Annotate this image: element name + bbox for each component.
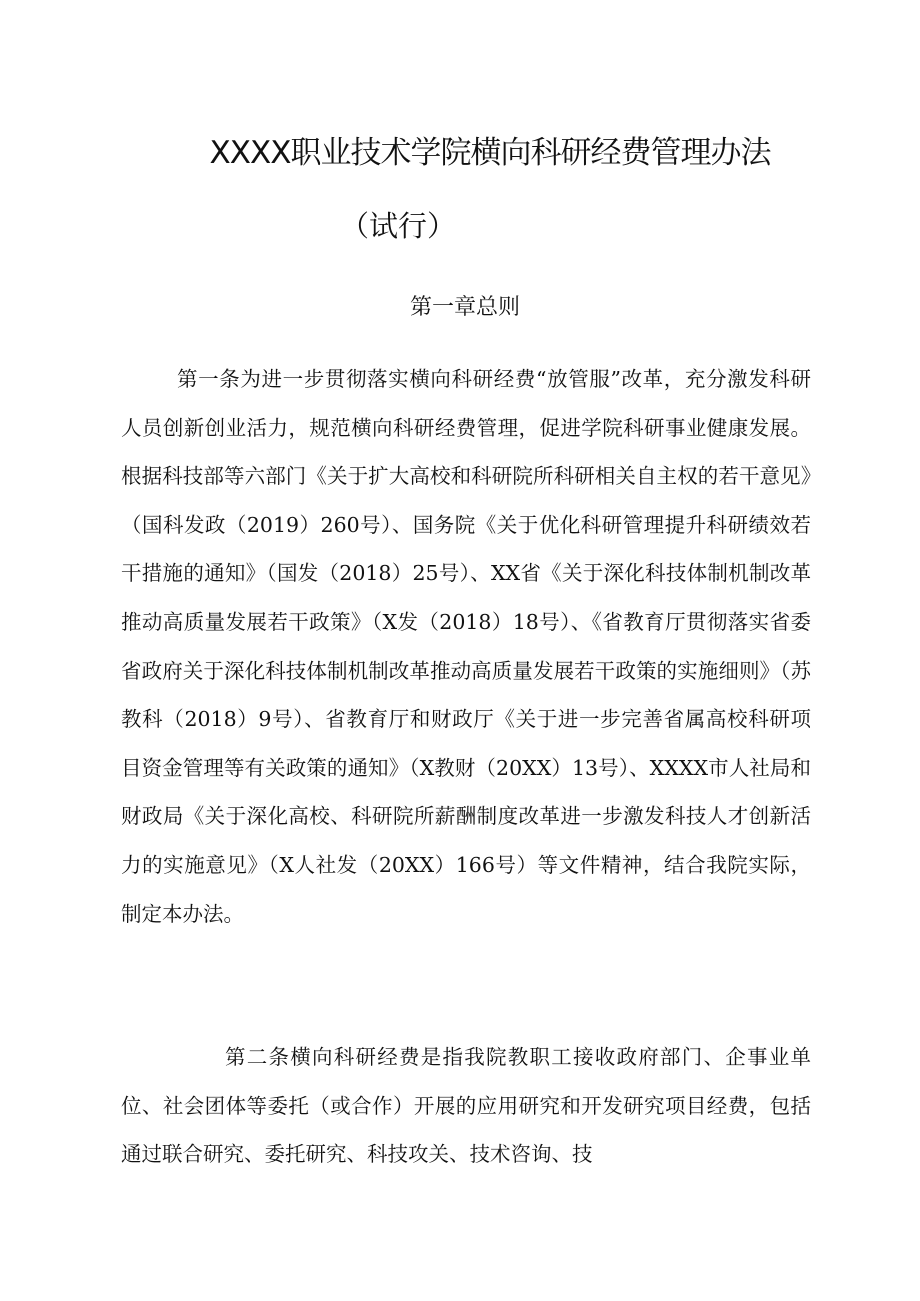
document-subtitle: （试行） bbox=[340, 209, 457, 243]
article-2-paragraph: 第二条横向科研经费是指我院教职工接收政府部门、企事业单位、社会团体等委托（或合作）开展的应用研究和开发研究项目经费，包括通过联合研究、委托研究、科技攻关、技术咨询、技 bbox=[121, 1045, 811, 1167]
chapter-heading: 第一章总则 bbox=[409, 295, 520, 320]
document-title: XXXX职业技术学院横向科研经费管理办法 bbox=[209, 135, 771, 171]
article-1-paragraph: 第一条为进一步贯彻落实横向科研经费“放管服”改革，充分激发科研人员创新创业活力，规范横向科研经费管理，促进学院科研事业健康发展。根据科技部等六部门《关于扩大高校和科研院所科研相关自主权的若干意见》（国科发政（2019）260号）、国务院《关于优化科研管理提升科研绩效若干措施的通知》（国发（2018）25号）、XX省《关于深化科技体制机制改革推动高质量发展若干政策》（X发（2018）18号）、《省教育厅贯彻落实省委省政府关于深化科技体制机制改革推动高质量发展若干政策的实施细则》（苏教科（2018）9号）、省教育厅和财政厅《关于进一步完善省属高校科研项目资金管理等有关政策的通知》（X教财（20XX）13号）、XXXX市人社局和财政局《关于深化高校、科研院所薪酬制度改革进一步激发科技人才创新活力的实施意见》（X人社发（20XX）166号）等文件精神，结合我院实际，制定本办法。 bbox=[121, 367, 811, 926]
